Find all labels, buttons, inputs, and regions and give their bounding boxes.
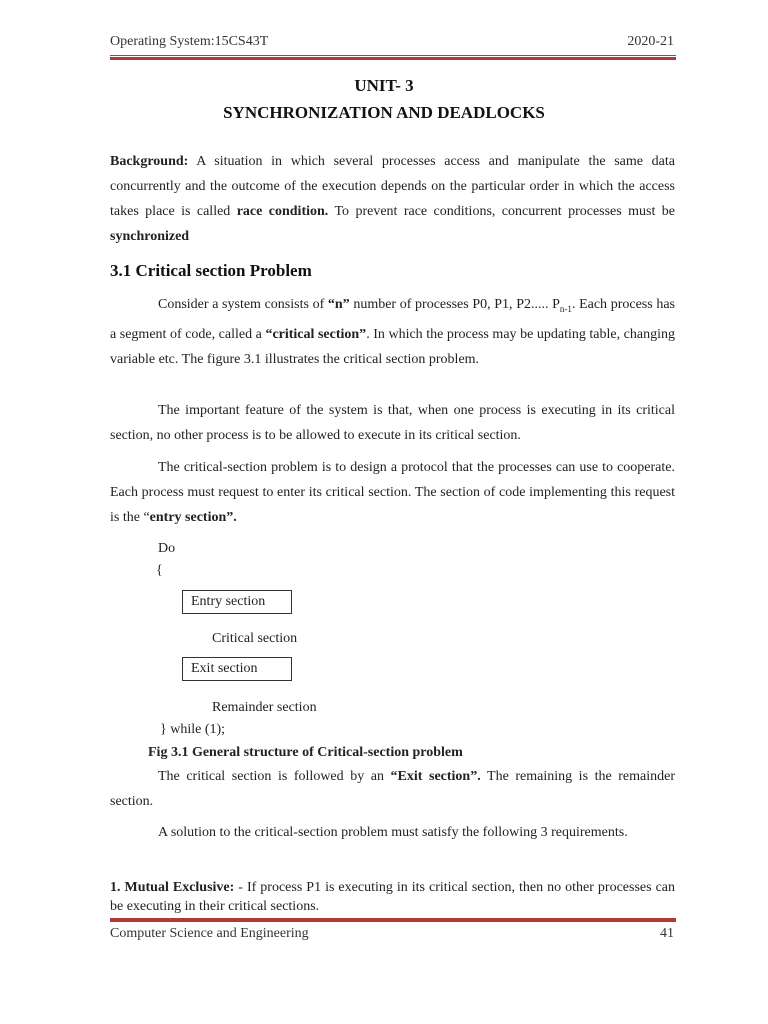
p3-text-1: The critical-section problem is to design a protocol that the processes can use to cooperate. Each process must request to enter its critical section. The section of code implementing this request is the “	[110, 460, 675, 525]
p1-text-2: number of processes P0, P1, P2..... P	[349, 297, 560, 312]
unit-title: UNIT- 3	[354, 76, 414, 95]
code-while: } while (1);	[160, 722, 226, 737]
section-heading: 3.1 Critical section Problem	[110, 261, 312, 280]
background-text-2: To prevent race conditions, concurrent processes must be	[328, 204, 675, 219]
synchronized-term: synchronized	[110, 229, 190, 244]
header-year: 2020-21	[627, 34, 674, 49]
chapter-title: SYNCHRONIZATION AND DEADLOCKS	[223, 103, 545, 122]
background-paragraph	[110, 149, 675, 249]
after-p1-text-2: The remaining is the remainder section.	[110, 769, 675, 809]
header-rule	[110, 55, 676, 60]
header-course-title: Operating System:15CS43T	[110, 34, 269, 49]
p1-text-4: . In which the process may be updating table, changing variable etc. The figure 3.1 illustrates the critical section problem.	[110, 326, 675, 367]
mutual-exclusion-label: 1. Mutual Exclusive:	[110, 880, 235, 895]
after-paragraph-1	[110, 764, 675, 814]
figure-caption: Fig 3.1 General structure of Critical-section problem	[148, 745, 463, 760]
after-paragraph-2: A solution to the critical-section problem must satisfy the following 3 requirements.	[158, 825, 628, 840]
p1-text-1: Consider a system consists of	[158, 297, 328, 312]
p1-subscript: n-1	[559, 303, 572, 314]
exit-section-box: Exit section	[182, 657, 292, 681]
section-paragraph-1	[110, 292, 675, 372]
entry-section-box: Entry section	[182, 590, 292, 614]
code-remainder-section: Remainder section	[212, 700, 317, 715]
after-p1-text-1: The critical section is followed by an	[158, 769, 391, 784]
footer-rule	[110, 917, 676, 922]
critical-section-term: “critical section”	[265, 326, 367, 342]
background-label: Background:	[110, 154, 189, 169]
n-term: “n”	[327, 297, 350, 312]
background-text: A situation in which several processes access and manipulate the same data concurrently and the outcome of the execution depends on the particular order in which the access takes place is called	[110, 154, 675, 219]
section-paragraph-2: The important feature of the system is that, when one process is executing in its critical section, no other process is to be allowed to execute in its critical section.	[110, 403, 675, 443]
mutual-exclusion-text: - If process P1 is executing in its critical section, then no other processes can be executing in their critical sections.	[110, 880, 675, 914]
p1-text-3: . Each process has a segment of code, called a	[110, 297, 675, 342]
page-number: 41	[660, 926, 674, 941]
entry-section-term: entry section”.	[149, 510, 237, 525]
section-paragraph-3	[110, 455, 675, 530]
code-open-brace: {	[156, 563, 163, 578]
code-critical-section: Critical section	[212, 631, 298, 646]
mutual-exclusion-paragraph	[110, 878, 675, 916]
code-do: Do	[158, 541, 176, 556]
footer-department: Computer Science and Engineering	[110, 926, 309, 941]
race-condition-term: race condition.	[236, 204, 329, 219]
exit-section-term: “Exit section”.	[390, 769, 481, 784]
